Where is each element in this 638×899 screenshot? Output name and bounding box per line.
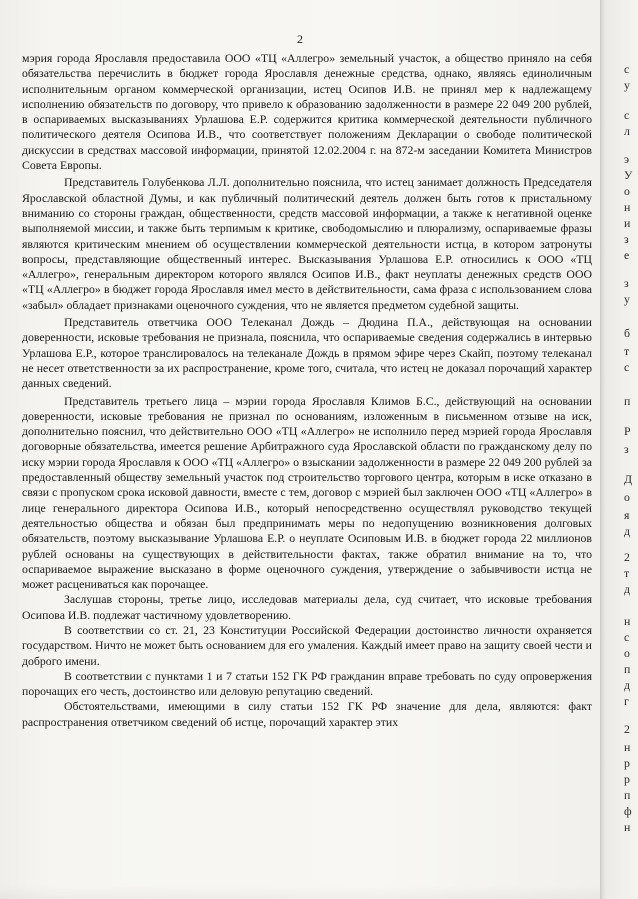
- adjacent-page-fragment: о: [624, 490, 630, 504]
- paragraph-klimov: Представитель третьего лица – мэрии города Ярославля Климов Б.С., действующий на основании доверенности, исковые требования не признал по основаниям, изложенным в письменном отзыве на иск, дополнительно пояснил, что действительно ООО «ТЦ «Аллегро» не исполнило перед мэрией города Ярославля договорные обязательства, имеется решение Арбитражного суда Ярославской области по гражданскому делу по иску мэрии города Ярославля к ООО «ТЦ «Аллегро» о взыскании задолженности в размере 22 049 200 рублей за предоставленный обществу земельный участок под строительство торгового центра, которым в иске отказано в связи с пропуском срока исковой давности, вместе с тем, договор с мэрией был заключен ООО «ТЦ «Аллегро» в лице генерального директора Осипова И.В., который непосредственно осуществлял руководство текущей деятельностью общества и обязан был предпринимать меры по недопущению возникновения долговых обязательств, поэтому высказывание Урлашова Е.Р. о неуплате Осиповым И.В. в бюджет города 22 миллионов рублей основаны на существующих в действительности фактах, также обратил внимание на то, что оспариваемое выражение высказано в форме оценочного суждения, утверждение о забывчивости истца не может расцениваться как порочащее.: [22, 393, 592, 592]
- paragraph-golubenkova: Представитель Голубенкова Л.Л. дополнительно пояснила, что истец занимает должность Председателя Ярославской областной Думы, и как публичный политический деятель должен быть готов к пристальному вниманию со стороны граждан, общественности, средств массовой информации, а также к негативной оценке выполняемой миссии, и также быть терпимым к критике, свободомыслию и плюрализму, оспариваемые фразы являются критическим мнением об осуществлении коммерческой деятельности истца, в котором затронуты вопросы, представляющие общественный интерес. Высказывания Урлашова Е.Р. относились к ООО «ТЦ «Аллегро», генеральным директором которого являлся Осипов И.В., факт неуплаты денежных средств ООО «ТЦ «Аллегро» в бюджет города Ярославля имел место в действительности, сама фраза с использованием слова «забыл» обладает признаками оценочного суждения, что не является предметом судебной защиты.: [22, 175, 592, 312]
- adjacent-page-fragment: ф: [624, 804, 632, 818]
- adjacent-page-fragment: з: [624, 232, 629, 246]
- adjacent-page-fragment: с: [624, 108, 630, 122]
- adjacent-page-fragment: Р: [624, 424, 631, 438]
- adjacent-page-fragment: и: [624, 216, 631, 230]
- adjacent-page-fragment: т: [624, 566, 630, 580]
- adjacent-page-fragment: с: [624, 360, 630, 374]
- page-edge-shadow: [0, 886, 600, 899]
- adjacent-page-fragment: У: [624, 168, 633, 182]
- adjacent-page-fragment: у: [624, 78, 630, 92]
- adjacent-page-fragment: 2: [624, 722, 630, 736]
- adjacent-page-fragment: 2: [624, 550, 630, 564]
- adjacent-page-fragment: е: [624, 248, 630, 262]
- adjacent-page-fragment: р: [624, 772, 630, 786]
- adjacent-page-fragment: д: [624, 582, 631, 596]
- paragraph-article-152: В соответствии с пунктами 1 и 7 статьи 152 ГК РФ гражданин вправе требовать по суду опровержения порочащих его честь, достоинство или деловую репутацию сведений.: [22, 668, 592, 699]
- adjacent-page-fragment: д: [624, 678, 631, 692]
- adjacent-page-fragment: г: [624, 694, 629, 708]
- paragraph-constitution: В соответствии со ст. 21, 23 Конституции Российской Федерации достоинство личности охраняется государством. Ничто не может быть основанием для его умаления. Каждый имеет право на защиту своей чести и доброго имени.: [22, 622, 592, 668]
- adjacent-page-fragment: л: [624, 124, 630, 138]
- adjacent-page-fragment: н: [624, 614, 631, 628]
- adjacent-page-fragment: у: [624, 292, 630, 306]
- document-body: [22, 51, 592, 730]
- adjacent-page-fragment: т: [624, 344, 630, 358]
- adjacent-page-fragment: с: [624, 630, 630, 644]
- adjacent-page-fragment: з: [624, 442, 629, 456]
- adjacent-page-fragment: с: [624, 62, 630, 76]
- paragraph-court-opinion: Заслушав стороны, третье лицо, исследовав материалы дела, суд считает, что исковые требования Осипова И.В. подлежат частичному удовлетворению.: [22, 592, 592, 622]
- adjacent-page-fragment: н: [624, 740, 631, 754]
- adjacent-page-fragment: н: [624, 200, 631, 214]
- page-number: 2: [297, 32, 303, 46]
- paragraph-circumstances: Обстоятельствами, имеющими в силу статьи 152 ГК РФ значение для дела, являются: факт распространения ответчиком сведений об истце, порочащий характер этих: [22, 699, 592, 729]
- adjacent-page-fragment: п: [624, 788, 631, 802]
- adjacent-page-fragment: о: [624, 646, 630, 660]
- adjacent-page-fragment: п: [624, 662, 631, 676]
- paragraph-continuation: мэрия города Ярославля предоставила ООО «ТЦ «Аллегро» земельный участок, а общество приняло на себя обязательства перечислить в бюджет города Ярославля денежные средства, однако, являясь единоличным исполнительным органом коммерческой организации, истец Осипов И.В. не принял мер к надлежащему исполнению обязательств по договору, что привело к образованию задолженности в размере 22 049 200 рублей, в оспариваемых высказываниях Урлашова Е.Р. содержится критика коммерческой деятельности публичного политического деятеля Осипова И.В., что соответствует положениям Декларации о свободе политической дискуссии в средствах массовой информации, принятой 12.02.2004 г. на 872-м заседании Комитета Министров Совета Европы.: [22, 51, 592, 173]
- adjacent-page-fragment: я: [624, 508, 630, 522]
- adjacent-page-fragment: о: [624, 184, 630, 198]
- adjacent-page-fragment: н: [624, 820, 631, 834]
- adjacent-page-fragment: Д: [624, 472, 633, 486]
- adjacent-page-fragment: э: [624, 152, 630, 166]
- adjacent-page-fragment: п: [624, 394, 631, 408]
- paragraph-dyudina: Представитель ответчика ООО Телеканал Дождь – Дюдина П.А., действующая на основании доверенности, исковые требования не признала, пояснила, что оспариваемые сведения содержались в интервью Урлашова Е.Р., которое транслировалось на телеканале Дождь в прямом эфире через Скайп, поэтому телеканал не несет ответственности за их распространение, кроме того, считала, что истец не доказал порочащий характер данных сведений.: [22, 315, 592, 391]
- adjacent-page-strip: [600, 0, 638, 899]
- adjacent-page-fragment: з: [624, 276, 629, 290]
- adjacent-page-fragment: б: [624, 326, 631, 340]
- adjacent-page-fragment: д: [624, 524, 631, 538]
- adjacent-page-fragment: р: [624, 756, 630, 770]
